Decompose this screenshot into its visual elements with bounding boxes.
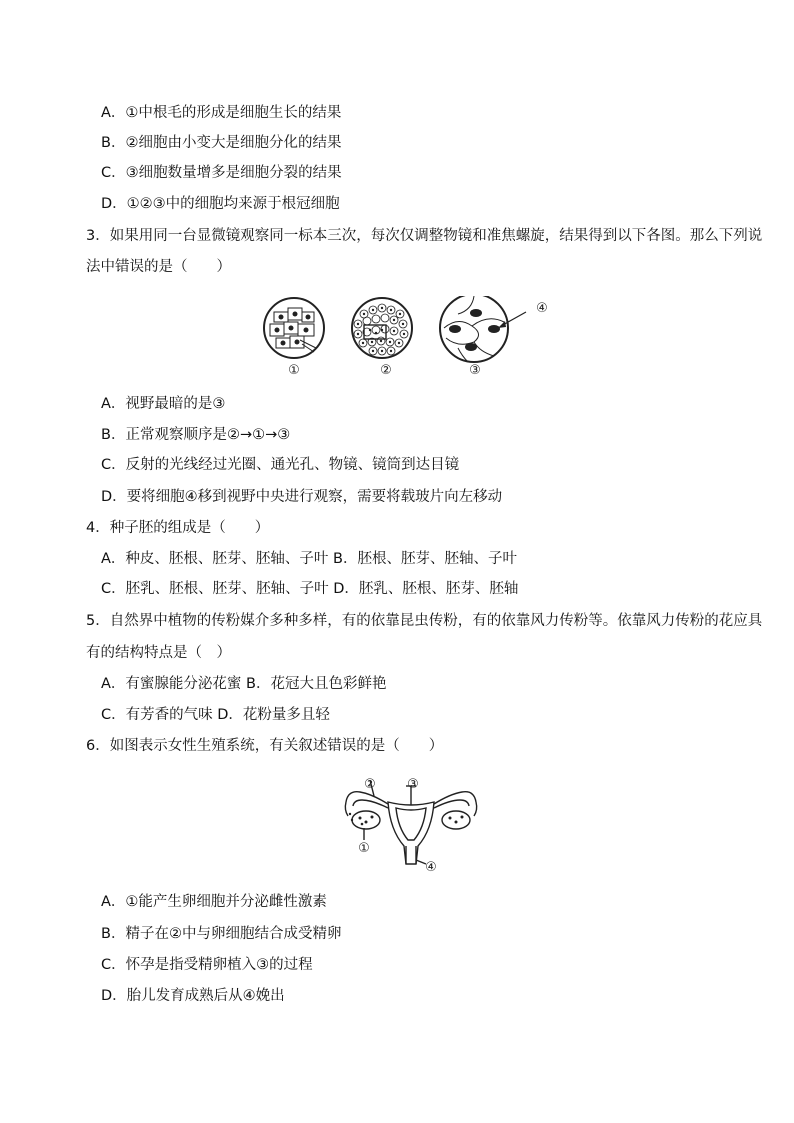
female-reproductive-system-figure bbox=[336, 772, 486, 876]
fig3-label-3: ③ bbox=[469, 363, 481, 378]
q3-stem-line2: 法中错误的是（ ） bbox=[86, 259, 231, 275]
fig3-label-2: ② bbox=[380, 363, 392, 378]
q4-options-line2: C．胚乳、胚根、胚芽、胚轴、子叶 D．胚乳、胚根、胚芽、胚轴 bbox=[101, 581, 519, 597]
q4-stem: 4．种子胚的组成是（ ） bbox=[86, 520, 270, 536]
fig3-label-1: ① bbox=[288, 363, 300, 378]
q2-option-d: D．①②③中的细胞均来源于根冠细胞 bbox=[101, 196, 340, 212]
q5-options-line1: A．有蜜腺能分泌花蜜 B．花冠大且色彩鲜艳 bbox=[101, 676, 387, 692]
microscope-views-figure bbox=[258, 296, 558, 378]
microscope-view-3 bbox=[440, 296, 526, 362]
q6-option-c: C．怀孕是指受精卵植入③的过程 bbox=[101, 957, 313, 973]
fig6-label-3: ③ bbox=[407, 777, 419, 792]
q6-option-b: B．精子在②中与卵细胞结合成受精卵 bbox=[101, 926, 342, 942]
q3-option-d: D．要将细胞④移到视野中央进行观察，需要将载玻片向左移动 bbox=[101, 489, 503, 505]
fig3-label-4: ④ bbox=[536, 301, 548, 316]
q5-options-line2: C．有芳香的气味 D．花粉量多且轻 bbox=[101, 707, 330, 723]
fig6-label-4: ④ bbox=[425, 860, 437, 875]
q3-option-c: C．反射的光线经过光圈、通光孔、物镜、镜筒到达目镜 bbox=[101, 457, 460, 473]
q2-option-c: C．③细胞数量增多是细胞分裂的结果 bbox=[101, 165, 342, 181]
q3-option-b: B．正常观察顺序是②→①→③ bbox=[101, 427, 291, 443]
q2-option-b: B．②细胞由小变大是细胞分化的结果 bbox=[101, 135, 342, 151]
q3-option-a: A．视野最暗的是③ bbox=[101, 396, 226, 412]
microscope-view-1 bbox=[264, 298, 324, 358]
q5-stem-line2: 有的结构特点是（ ） bbox=[86, 645, 231, 661]
q6-stem: 6．如图表示女性生殖系统，有关叙述错误的是（ ） bbox=[86, 738, 444, 754]
fig6-label-2: ② bbox=[364, 777, 376, 792]
q3-stem-line1: 3．如果用同一台显微镜观察同一标本三次，每次仅调整物镜和准焦螺旋，结果得到以下各图。那么下列说 bbox=[86, 228, 763, 244]
fig6-label-1: ① bbox=[358, 841, 370, 856]
q6-option-a: A．①能产生卵细胞并分泌雌性激素 bbox=[101, 894, 327, 910]
q2-option-a: A．①中根毛的形成是细胞生长的结果 bbox=[101, 105, 342, 121]
microscope-view-2 bbox=[352, 298, 412, 358]
q6-option-d: D．胎儿发育成熟后从④娩出 bbox=[101, 988, 285, 1004]
q4-options-line1: A．种皮、胚根、胚芽、胚轴、子叶 B．胚根、胚芽、胚轴、子叶 bbox=[101, 551, 517, 567]
q5-stem-line1: 5．自然界中植物的传粉媒介多种多样，有的依靠昆虫传粉，有的依靠风力传粉等。依靠风力传粉的花应具 bbox=[86, 613, 763, 629]
